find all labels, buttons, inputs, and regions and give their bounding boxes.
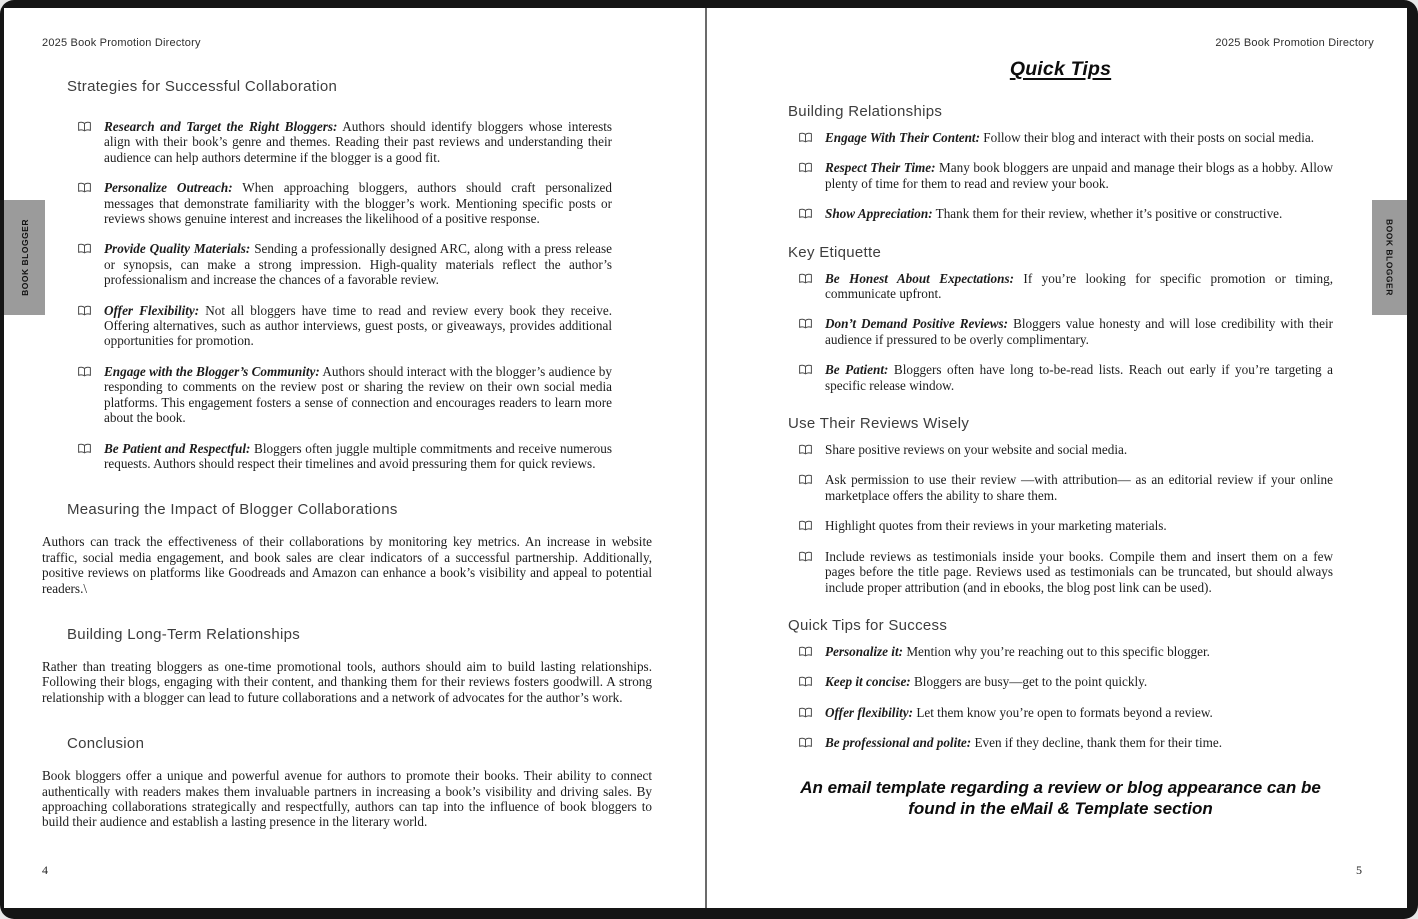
list-item: [798, 518, 1333, 533]
page-spread: [4, 8, 1407, 908]
bullet-text: Engage With Their Content: Follow their blog and interact with their posts on social media.: [825, 130, 1315, 145]
bullet-text: Engage with the Blogger’s Community: Authors should interact with the blogger’s audience by responding to comments on the review post or sharing the review on their own social media platforms. This engagement fosters a sense of connection and encourages readers to learn more about the book.: [104, 363, 612, 426]
open-book-icon: [798, 676, 813, 688]
bullet-list: [42, 119, 652, 471]
bullet-text: Highlight quotes from their reviews in your marketing materials.: [825, 518, 1167, 534]
list-item: [77, 303, 652, 349]
section-heading: Measuring the Impact of Blogger Collaborations: [67, 501, 398, 519]
section-heading: Use Their Reviews Wisely: [788, 415, 970, 433]
bullet-text: Be professional and polite: Even if they decline, thank them for their time.: [825, 735, 1223, 751]
bullet-text: Be Patient: Bloggers often have long to-be-read lists. Reach out early if you’re targeting a specific release window.: [825, 362, 1333, 393]
section-tab-left: [4, 200, 45, 315]
list-item: [798, 549, 1333, 595]
open-book-icon: [798, 707, 813, 719]
tips-section: [788, 617, 1333, 751]
bullet-lead: Respect Their Time:: [825, 160, 936, 176]
bullet-lead: Be professional and polite:: [825, 735, 972, 751]
list-item: [77, 364, 652, 426]
left-page: [4, 8, 705, 908]
bullet-text: Offer Flexibility: Not all bloggers have time to read and review every book they receive. Offering alternatives, such as author interviews, guest posts, or giveaways, provides additional opportunities for promotion.: [104, 302, 612, 349]
tips-section: [788, 244, 1333, 393]
section-heading: Conclusion: [67, 735, 145, 753]
bullet-lead: Personalize it:: [825, 643, 904, 659]
open-book-icon: [798, 474, 813, 486]
open-book-icon: [798, 162, 813, 174]
bullet-lead: Keep it concise:: [825, 674, 911, 690]
open-book-icon: [798, 273, 813, 285]
list-item: [77, 441, 652, 472]
bullet-lead: Be Patient and Respectful:: [104, 440, 251, 456]
open-book-icon: [798, 737, 813, 749]
list-item: [77, 119, 652, 165]
right-page-content: [707, 8, 1407, 819]
tips-section: [788, 415, 1333, 595]
section-heading: Strategies for Successful Collaboration: [67, 78, 338, 95]
open-book-icon: [798, 646, 813, 658]
bullet-lead: Research and Target the Right Bloggers:: [104, 119, 338, 134]
bullet-text: Research and Target the Right Bloggers: Authors should identify bloggers whose interests align with their book’s genre and themes. Reading their past reviews and understanding their audience can help authors determine if the blogger is a good fit.: [104, 119, 613, 165]
bullet-text: Keep it concise: Bloggers are busy—get to the point quickly.: [825, 674, 1148, 690]
open-book-icon: [798, 132, 813, 144]
bullet-lead: Personalize Outreach:: [104, 180, 233, 196]
body-paragraph: Book bloggers offer a unique and powerful avenue for authors to promote their books. Their ability to connect authentically with readers makes them invaluable partners in increasing a book’s visibility and driving sales. By approaching collaborations strategically and respectfully, authors can tap into the influence of book bloggers to build their audience and establish a lasting presence in the literary world.: [42, 768, 652, 830]
right-page: [707, 8, 1407, 908]
section-tab-label: BOOK BLOGGER: [19, 219, 30, 296]
section-heading: Building Long-Term Relationships: [67, 625, 301, 643]
list-item: [798, 362, 1333, 393]
list-item: [798, 674, 1333, 689]
list-item: [798, 705, 1333, 720]
bullet-text: Provide Quality Materials: Sending a professionally designed ARC, along with a press release or synopsis, can make a strong impression. High-quality materials reflect the author’s professionalism and increase the chances of a favorable review.: [104, 241, 612, 288]
running-header: 2025 Book Promotion Directory: [1215, 37, 1374, 49]
bullet-lead: Engage With Their Content:: [825, 130, 980, 145]
list-item: [798, 735, 1333, 750]
section-tab-right: [1372, 200, 1407, 315]
bullet-text: Respect Their Time: Many book bloggers are unpaid and manage their blogs as a hobby. Allow plenty of time for them to read and review your book.: [825, 160, 1333, 191]
list-item: [798, 644, 1333, 659]
open-book-icon: [798, 444, 813, 456]
bullet-text: Be Patient and Respectful: Bloggers often juggle multiple commitments and receive numerous requests. Authors should respect their timelines and avoid pressuring them for quick reviews.: [104, 440, 612, 471]
bullet-text: Ask permission to use their review —with attribution— as an editorial review if your online marketplace offers the ability to share them.: [825, 472, 1333, 503]
bullet-text: Include reviews as testimonials inside your books. Compile them and insert them on a few pages before the title page. Reviews used as testimonials can be truncated, but should always include proper attribution (and in ebooks, the blog post link can be used).: [825, 548, 1333, 595]
bullet-text: Personalize Outreach: When approaching bloggers, authors should craft personalized messages that demonstrate familiarity with the blogger’s work. Mentioning specific posts or reviews shows genuine interest and increases the likelihood of a positive response.: [104, 180, 612, 227]
section-heading: Quick Tips for Success: [788, 616, 948, 634]
list-item: [798, 316, 1333, 347]
section-heading: Key Etiquette: [788, 243, 882, 261]
bullet-lead: Be Patient:: [825, 362, 889, 378]
open-book-icon: [798, 318, 813, 330]
open-book-icon: [77, 305, 92, 317]
open-book-icon: [798, 364, 813, 376]
page-number-left: 4: [42, 863, 48, 877]
tips-section: [788, 103, 1333, 222]
list-item: [798, 206, 1333, 221]
list-item: [798, 442, 1333, 457]
open-book-icon: [77, 443, 92, 455]
open-book-icon: [77, 121, 92, 133]
list-item: [798, 271, 1333, 302]
bullet-lead: Be Honest About Expectations:: [825, 270, 1014, 286]
open-book-icon: [798, 551, 813, 563]
open-book-icon: [798, 520, 813, 532]
page-number-right: 5: [1356, 863, 1362, 877]
bullet-lead: Offer flexibility:: [825, 704, 914, 720]
list-item: [798, 160, 1333, 191]
list-item: [77, 241, 652, 287]
open-book-icon: [77, 182, 92, 194]
bullet-lead: Show Appreciation:: [825, 206, 933, 222]
right-sections: [788, 103, 1333, 751]
list-item: [798, 130, 1333, 145]
list-item: [77, 180, 652, 226]
bullet-lead: Offer Flexibility:: [104, 302, 200, 318]
body-paragraph: Authors can track the effectiveness of their collaborations by monitoring key metrics. An increase in website traffic, social media engagement, and book sales are clear indicators of a successful partnership. Additionally, positive reviews on platforms like Goodreads and Amazon can enhance a book’s visibility and appeal to potential readers.\: [42, 534, 652, 596]
open-book-icon: [798, 208, 813, 220]
bullet-text: Don’t Demand Positive Reviews: Bloggers value honesty and will lose credibility with their audience if pressured to be overly complimentary.: [825, 316, 1333, 347]
open-book-icon: [77, 243, 92, 255]
bullet-lead: Engage with the Blogger’s Community:: [104, 363, 320, 379]
bullet-lead: Provide Quality Materials:: [104, 241, 251, 257]
page-title: [788, 58, 1333, 81]
page-title-text: Quick Tips: [1009, 58, 1112, 80]
bullet-lead: Don’t Demand Positive Reviews:: [825, 316, 1009, 332]
bullet-text: Show Appreciation: Thank them for their review, whether it’s positive or constructive.: [825, 206, 1283, 222]
left-page-content: [4, 8, 705, 830]
body-paragraph: Rather than treating bloggers as one-time promotional tools, authors should aim to build lasting relationships. Following their blogs, engaging with their content, and thanking them for their reviews fosters goodwill. A strong relationship with a blogger can lead to future collaborations and a network of advocates for the author’s work.: [42, 658, 652, 705]
section-tab-label: BOOK BLOGGER: [1384, 219, 1395, 296]
section-heading: Building Relationships: [788, 103, 943, 120]
running-header: 2025 Book Promotion Directory: [42, 37, 201, 49]
bullet-text: Offer flexibility: Let them know you’re open to formats beyond a review.: [825, 704, 1213, 720]
footer-note: An email template regarding a review or blog appearance can be found in the eMail & Template section: [800, 777, 1321, 818]
bullet-text: Personalize it: Mention why you’re reaching out to this specific blogger.: [825, 643, 1210, 659]
list-item: [798, 472, 1333, 503]
bullet-text: Be Honest About Expectations: If you’re looking for specific promotion or timing, communicate upfront.: [825, 270, 1333, 302]
open-book-icon: [77, 366, 92, 378]
bullet-text: Share positive reviews on your website and social media.: [825, 442, 1128, 458]
